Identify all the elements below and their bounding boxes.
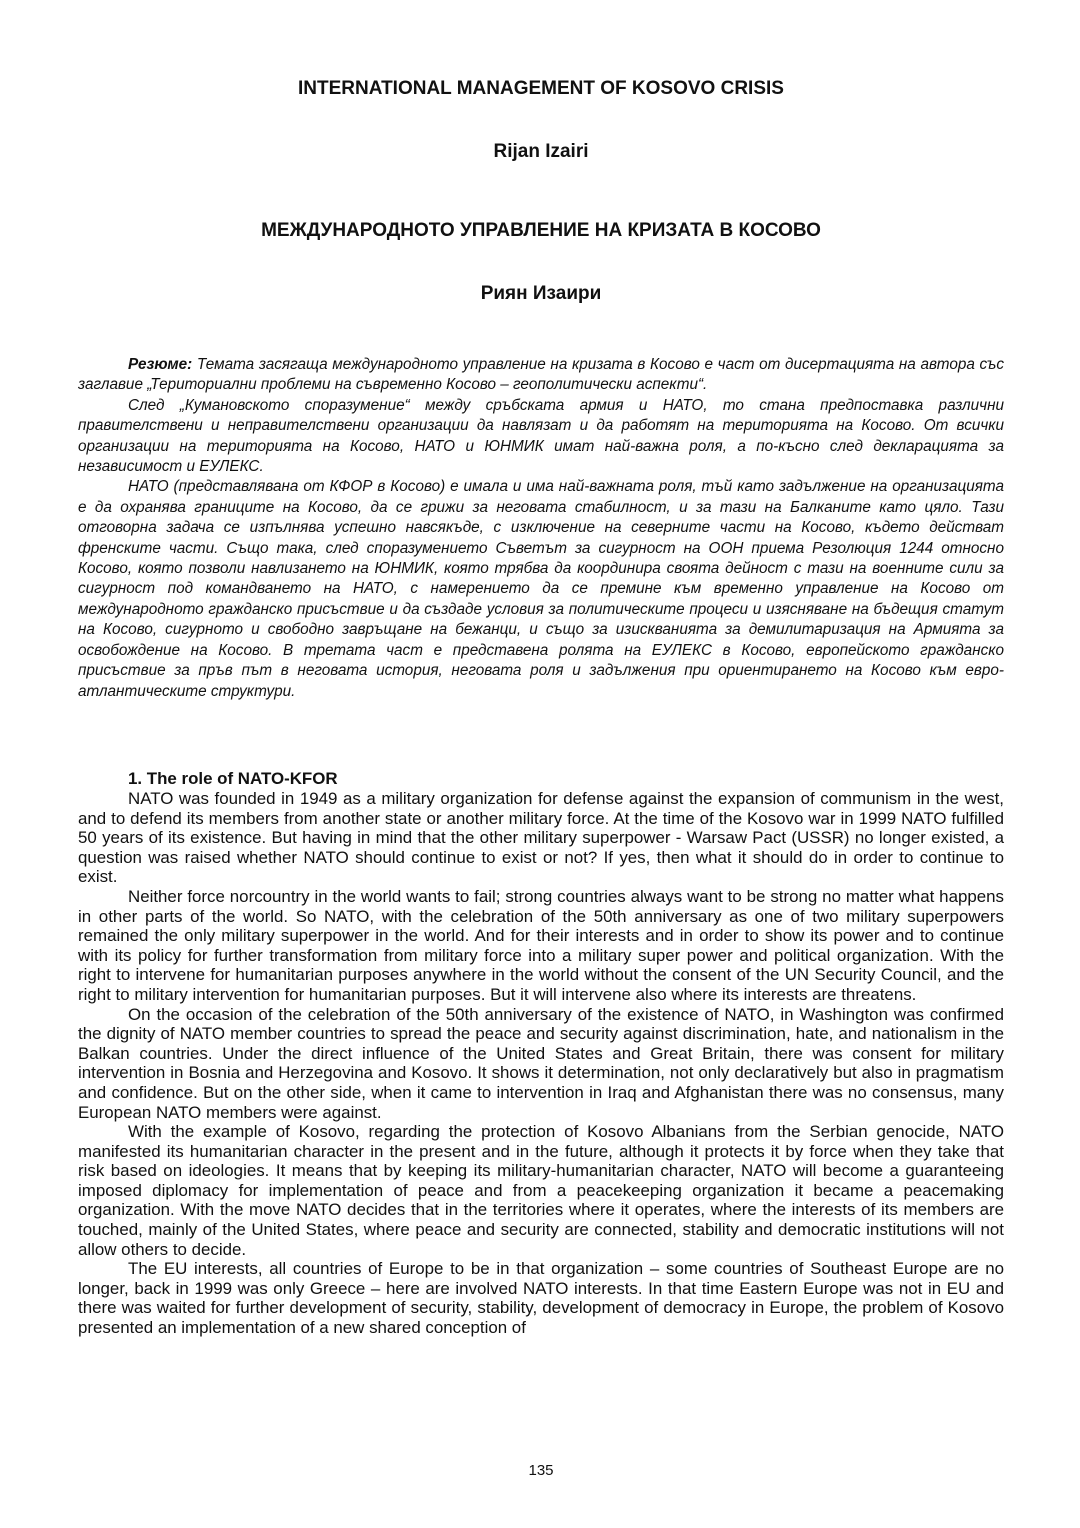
abstract-paragraph: НАТО (представлявана от КФОР в Косово) е имала и има най-важната роля, тъй като задължение на организацията е да охранява границите на Косово, да се грижи за неговата стабилност, и за тази на Балканите като цяло. Тази отговорна задача се изпълнява успешно навсякъде, с изключение на северните части на Косово, където действат френските части. Също така, след споразумението Съветът за сигурност на ООН приема Резолюция 1244 относно Косово, която позволи навлизането на ЮНМИК, която трябва да координира своята дейност с тази на военните сили за сигурност под командването на НАТО, с намерението да се премине към временно управление на Косово от международното гражданско присъствие и да създаде условия за политическите процеси и изясняване на бъдещия статут на Косово, сигурното и свободно завръщане на бежанци, и също за изискванията за демилитаризация на Армията за освобождение на Косово. В третата част е представена ролята на ЕУЛЕКС в Косово, европейското гражданско присъствие за пръв път в неговата история, неговата роля и задължения при ориентирането на Косово към евро-атлантическите структури. <box>78 478 1004 700</box>
title-bulgarian: МЕЖДУНАРОДНОТО УПРАВЛЕНИЕ НА КРИЗАТА В КОСОВО <box>261 220 821 241</box>
abstract-paragraph <box>78 355 1004 396</box>
author-bulgarian: Риян Изаири <box>480 283 602 304</box>
abstract-text: Темата засягаща международното управление на кризата в Косово е част от дисертацията на автора със заглавие „Териториални проблеми на съвременно Косово – геополитически аспекти“. <box>78 356 1004 394</box>
title-english: INTERNATIONAL MANAGEMENT OF KOSOVO CRISIS <box>298 78 784 99</box>
body-paragraph: The EU interests, all countries of Europe to be in that organization – some countries of Southeast Europe are no longer, back in 1999 was only Greece – here are involved NATO interests. In that time Eastern Europe was not in EU and there was waited for further development of security, stability, development of democracy in Europe, the problem of Kosovo presented an implementation of a new shared conception of <box>78 1259 1004 1338</box>
abstract-label: Резюме: <box>128 356 193 373</box>
author-english: Rijan Izairi <box>493 141 589 162</box>
page-number: 135 <box>528 1462 554 1479</box>
abstract-paragraph: След „Кумановското споразумение“ между сръбската армия и НАТО, то стана предпоставка различни правителствени и неправителствени организации да навлязат и да работят на територията на Косово. От всички организации на територията на Косово, НАТО и ЮНМИК имат най-важна роля, а по-късно след декларацията за независимост и ЕУЛЕКС. <box>78 396 1004 476</box>
body-paragraph: With the example of Kosovo, regarding the protection of Kosovo Albanians from the Serbian genocide, NATO manifested its humanitarian character in the present and in the future, although it protects it by force when they take that risk based on ideologies. It means that by keeping its military-humanitarian character, NATO will become a guaranteeing imposed diplomacy for implementation of peace and from a peacekeeping organization it became a peacemaking organization. With the move NATO decides that in the territories where it operates, where the interests of its members are touched, mainly of the United States, where peace and security are connected, stability and democratic institutions will not allow others to decide. <box>78 1122 1004 1259</box>
abstract <box>78 355 1004 702</box>
body-paragraph: On the occasion of the celebration of the 50th anniversary of the existence of NATO, in Washington was confirmed the dignity of NATO member countries to spread the peace and security against discrimination, hate, and nationalism in the Balkan countries. Under the direct influence of the United States and Great Britain, there was consent for military intervention in Bosnia and Herzegovina and Kosovo. It shows it determination, not only declaratively but also in pragmatism and confidence. But on the other side, when it came to intervention in Iraq and Afghanistan there was no consensus, many European NATO members were against. <box>78 1004 1004 1122</box>
section-nato-kfor <box>78 768 1004 1338</box>
body-paragraph: NATO was founded in 1949 as a military organization for defense against the expansion of communism in the west, and to defend its members from another state or another military force. At the time of the Kosovo war in 1999 NATO fulfilled 50 years of its existence. But having in mind that the other military superpower - Warsaw Pact (USSR) no longer existed, a question was raised whether NATO should continue to exist or not? If yes, then what it should do in order to continue to exist. <box>78 789 1004 887</box>
body-paragraph: Neither force norcountry in the world wants to fail; strong countries always want to be strong no matter what happens in other parts of the world. So NATO, with the celebration of the 50th anniversary as one of two military superpowers remained the only military superpower in the world. And for their interests and in order to show its power and to continue with its policy for further transformation from military force into a military super power and political organization. With the right to intervene for humanitarian purposes anywhere in the world without the consent of the UN Security Council, and the right to military intervention for humanitarian purposes. But it will intervene also where its interests are threatens. <box>78 886 1004 1004</box>
section-heading: 1. The role of NATO-KFOR <box>128 769 338 788</box>
